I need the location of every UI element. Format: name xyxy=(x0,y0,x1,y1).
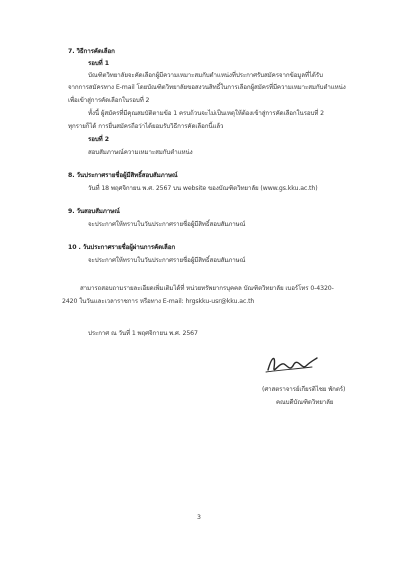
page-number: 3 xyxy=(197,514,201,521)
round2-text: สอบสัมภาษณ์ความเหมาะสมกับตำแหน่ง xyxy=(88,149,193,156)
section9-text: จะประกาศให้ทราบในวันประกาศรายชื่อผู้มีสิทธิ์สอบสัมภาษณ์ xyxy=(88,221,246,228)
signer-name: (ศาสตราจารย์เกียรติไชย พักตร์) xyxy=(262,386,346,393)
contact-line1: สามารถสอบถามรายละเอียดเพิ่มเติมได้ที่ หน่วยทรัพยากรบุคคล บัณฑิตวิทยาลัย เบอร์โทร 0-4320- xyxy=(80,285,334,292)
section8-text: วันที่ 18 พฤศจิกายน พ.ศ. 2567 บน website ของบัณฑิตวิทยาลัย (www.gs.kku.ac.th) xyxy=(88,185,318,192)
signature-mark xyxy=(262,350,320,380)
round1-text-line2: จากการสมัครทาง E-mail โดยบัณฑิตวิทยาลัยขอสงวนสิทธิ์ในการเลือกผู้สมัครที่มีความเหมาะสมกับตำแหน่ง xyxy=(68,84,346,91)
round1-text-line3: เพื่อเข้าสู่การคัดเลือกในรอบที่ 2 xyxy=(68,97,150,104)
round1-label: รอบที่ 1 xyxy=(88,60,109,67)
round1-note-line1: ทั้งนี้ ผู้สมัครที่มีคุณสมบัติตามข้อ 1 ครบถ้วนจะไม่เป็นเหตุให้ต้องเข้าสู่การคัดเลือกในรอบที่ 2 xyxy=(88,110,324,117)
section10-heading: 10 . วันประกาศรายชื่อผู้ผ่านการคัดเลือก xyxy=(68,244,175,251)
round1-text-line1: บัณฑิตวิทยาลัยจะคัดเลือกผู้มีความเหมาะสมกับตำแหน่งที่ประกาศรับสมัครจากข้อมูลที่ได้รับ xyxy=(88,72,323,79)
section10-text: จะประกาศให้ทราบในวันประกาศรายชื่อผู้มีสิทธิ์สอบสัมภาษณ์ xyxy=(88,257,246,264)
section8-heading: 8. วันประกาศรายชื่อผู้มีสิทธิ์สอบสัมภาษณ์ xyxy=(68,172,178,179)
round2-label: รอบที่ 2 xyxy=(88,136,109,143)
announcement-date: ประกาศ ณ วันที่ 1 พฤศจิกายน พ.ศ. 2567 xyxy=(88,330,198,337)
section9-heading: 9. วันสอบสัมภาษณ์ xyxy=(68,208,120,215)
round1-note-line2: ทุกรายก็ได้ การยื่นสมัครถือว่าได้ยอมรับวิธีการคัดเลือกนี้แล้ว xyxy=(68,123,224,130)
section7-heading: 7. วิธีการคัดเลือก xyxy=(68,48,115,55)
contact-line2: 2420 ในวันและเวลาราชการ หรือทาง E-mail: hrgskku-usr@kku.ac.th xyxy=(62,298,255,305)
signer-position: คณบดีบัณฑิตวิทยาลัย xyxy=(276,399,334,406)
